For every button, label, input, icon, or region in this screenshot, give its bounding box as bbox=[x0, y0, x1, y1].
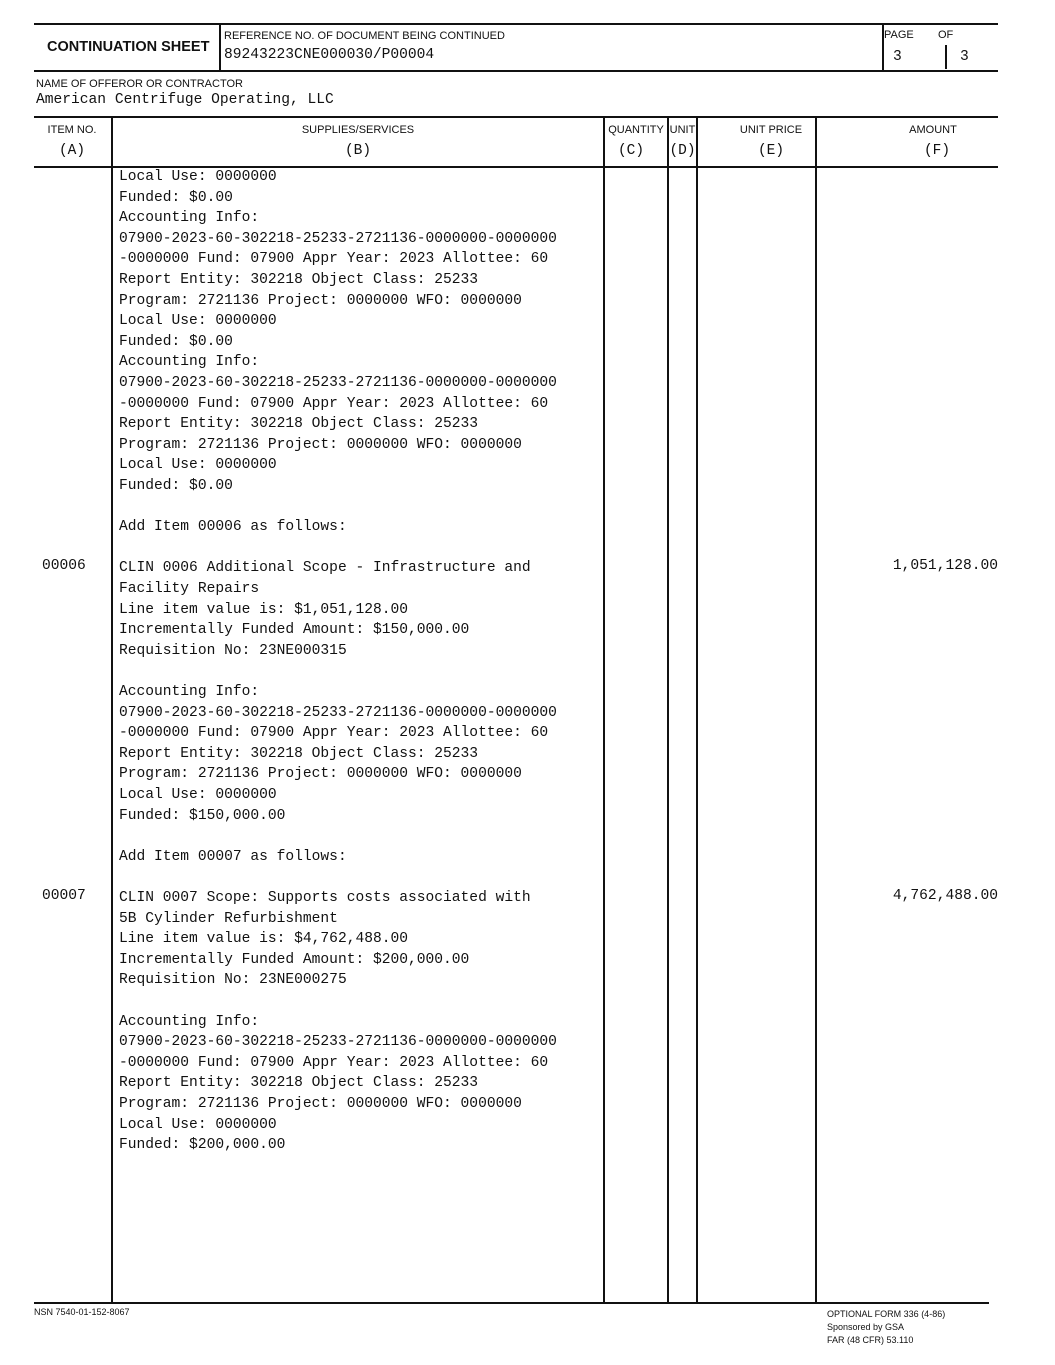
sheet-title: CONTINUATION SHEET bbox=[47, 39, 210, 55]
footer-nsn: NSN 7540-01-152-8067 bbox=[34, 1307, 130, 1317]
body-line: -0000000 Fund: 07900 Appr Year: 2023 Allottee: 60 bbox=[119, 725, 549, 742]
body-line: Requisition No: 23NE000275 bbox=[119, 972, 347, 989]
body-line: Requisition No: 23NE000315 bbox=[119, 642, 347, 659]
body-line: Local Use: 0000000 bbox=[119, 1116, 277, 1133]
body-line: Report Entity: 302218 Object Class: 25233 bbox=[119, 745, 479, 762]
reference-value: 89243223CNE000030/P00004 bbox=[224, 47, 435, 63]
body-line: Funded: $200,000.00 bbox=[119, 1137, 286, 1154]
body-line: Incrementally Funded Amount: $200,000.00 bbox=[119, 951, 470, 968]
col-sub-f: (F) bbox=[923, 143, 951, 159]
footer-sponsor: Sponsored by GSA bbox=[827, 1322, 905, 1332]
footer-form: OPTIONAL FORM 336 (4-86) bbox=[827, 1309, 946, 1319]
col-header-supplies: SUPPLIES/SERVICES bbox=[301, 124, 415, 136]
col-sub-b: (B) bbox=[344, 143, 372, 159]
footer-far: FAR (48 CFR) 53.110 bbox=[827, 1335, 914, 1345]
body-line: -0000000 Fund: 07900 Appr Year: 2023 Allottee: 60 bbox=[119, 1054, 549, 1071]
header-mid-rule bbox=[34, 70, 998, 72]
body-line: Funded: $150,000.00 bbox=[119, 807, 286, 824]
body-line: Accounting Info: bbox=[119, 354, 260, 371]
col-header-item-no: ITEM NO. bbox=[47, 124, 97, 136]
reference-label: REFERENCE NO. OF DOCUMENT BEING CONTINUED bbox=[224, 30, 505, 42]
body-line: Funded: $0.00 bbox=[119, 333, 233, 350]
col-header-unit: UNIT bbox=[669, 124, 696, 136]
body-line: Accounting Info: bbox=[119, 684, 260, 700]
body-line: Accounting Info: bbox=[119, 210, 260, 227]
body-line: 07900-2023-60-302218-25233-2721136-0000000-0000000 bbox=[119, 1034, 557, 1051]
body-line: Local Use: 0000000 bbox=[119, 457, 277, 474]
body-line: Report Entity: 302218 Object Class: 25233 bbox=[119, 1075, 479, 1092]
body-line: 07900-2023-60-302218-25233-2721136-0000000-0000000 bbox=[119, 230, 557, 247]
table-bottom-rule bbox=[34, 1302, 989, 1304]
body-line: 07900-2023-60-302218-25233-2721136-0000000-0000000 bbox=[119, 704, 557, 721]
body-line: -0000000 Fund: 07900 Appr Year: 2023 Allottee: 60 bbox=[119, 395, 549, 412]
col-sub-c: (C) bbox=[617, 143, 645, 159]
col-header-unit-price: UNIT PRICE bbox=[739, 124, 803, 136]
body-line: Program: 2721136 Project: 0000000 WFO: 0000000 bbox=[119, 766, 522, 783]
col-header-quantity: QUANTITY bbox=[608, 124, 664, 136]
body-line: 07900-2023-60-302218-25233-2721136-0000000-0000000 bbox=[119, 375, 557, 391]
body-line: Add Item 00007 as follows: bbox=[119, 848, 347, 865]
body-line: Local Use: 0000000 bbox=[119, 787, 277, 803]
offeror-label: NAME OF OFFEROR OR CONTRACTOR bbox=[36, 78, 243, 90]
col-divider-c-d bbox=[667, 117, 669, 1302]
col-divider-a-b bbox=[111, 117, 113, 1302]
page-number: 3 bbox=[893, 49, 902, 65]
body-line: Line item value is: $4,762,488.00 bbox=[119, 931, 409, 948]
body-line: Facility Repairs bbox=[119, 581, 260, 597]
body-line: Local Use: 0000000 bbox=[119, 313, 277, 330]
col-sub-d: (D) bbox=[669, 143, 696, 159]
body-line: Incrementally Funded Amount: $150,000.00 bbox=[119, 622, 470, 639]
col-divider-e-f bbox=[815, 117, 817, 1302]
col-sub-a: (A) bbox=[58, 143, 86, 159]
body-line: Line item value is: $1,051,128.00 bbox=[119, 601, 409, 618]
body-line: Add Item 00006 as follows: bbox=[119, 519, 347, 536]
body-line: Report Entity: 302218 Object Class: 25233 bbox=[119, 272, 479, 288]
body-line: Local Use: 0000000 bbox=[119, 169, 277, 185]
col-divider-d-e bbox=[696, 117, 698, 1302]
col-divider-b-c bbox=[603, 117, 605, 1302]
header-divider-of bbox=[945, 45, 947, 69]
table-top-rule bbox=[34, 116, 998, 118]
body-line: 5B Cylinder Refurbishment bbox=[119, 910, 338, 927]
header-top-rule bbox=[34, 23, 998, 25]
body-line: CLIN 0006 Additional Scope - Infrastructure and bbox=[119, 560, 531, 577]
item-number: 00006 bbox=[42, 558, 86, 575]
body-line: Report Entity: 302218 Object Class: 25233 bbox=[119, 416, 479, 433]
body-line: Program: 2721136 Project: 0000000 WFO: 0000000 bbox=[119, 1096, 522, 1112]
item-amount: 4,762,488.00 bbox=[892, 888, 998, 904]
col-header-amount: AMOUNT bbox=[909, 124, 957, 136]
col-sub-e: (E) bbox=[757, 143, 785, 159]
item-number: 00007 bbox=[42, 888, 86, 904]
page-label: PAGE bbox=[884, 29, 914, 41]
header-divider-title bbox=[219, 24, 221, 71]
body-line: Program: 2721136 Project: 0000000 WFO: 0000000 bbox=[119, 436, 522, 453]
body-line: CLIN 0007 Scope: Supports costs associated with bbox=[119, 890, 531, 906]
item-amount: 1,051,128.00 bbox=[892, 558, 998, 575]
body-line: Funded: $0.00 bbox=[119, 189, 233, 206]
body-line: Program: 2721136 Project: 0000000 WFO: 0000000 bbox=[119, 292, 522, 309]
body-line: -0000000 Fund: 07900 Appr Year: 2023 Allottee: 60 bbox=[119, 251, 549, 268]
page-total: 3 bbox=[960, 49, 969, 65]
of-label: OF bbox=[938, 29, 954, 41]
offeror-name: American Centrifuge Operating, LLC bbox=[36, 92, 334, 108]
body-line: Accounting Info: bbox=[119, 1013, 260, 1030]
body-line: Funded: $0.00 bbox=[119, 478, 233, 494]
